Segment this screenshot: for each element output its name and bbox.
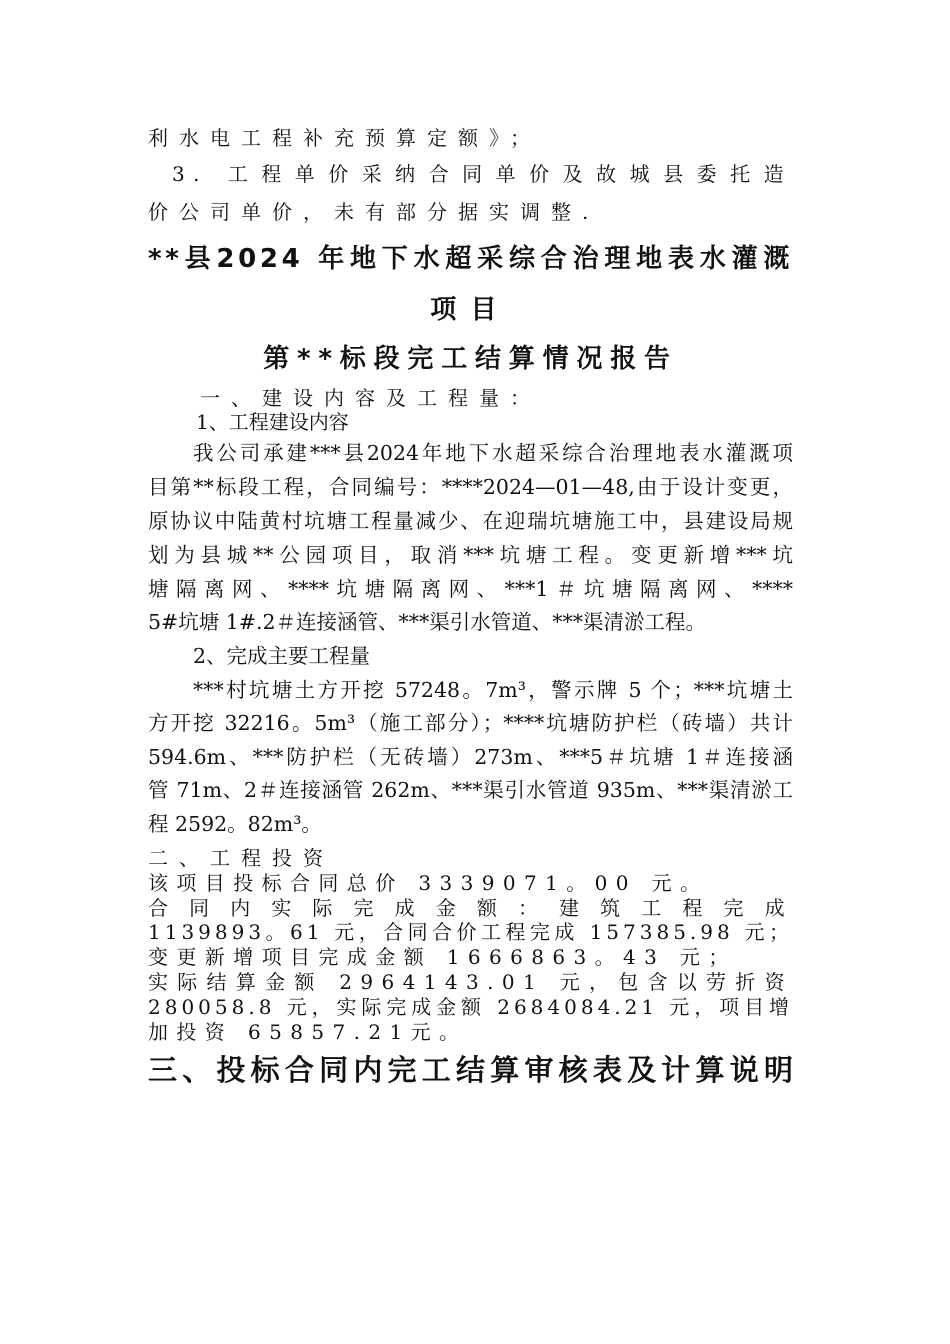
investment-line: 合同内实际完成金额：建筑工程完成: [148, 896, 793, 920]
paragraph-line: 管 71m、2＃连接涵管 262m、***渠引水管道 935m、***渠清淤工: [148, 778, 793, 802]
investment-line: 变更新增项目完成金额 1666863。43 元；: [148, 945, 737, 969]
text-line: 价公司单价，未有部分据实调整.: [148, 200, 600, 224]
report-title-line-2: 项目: [430, 295, 511, 325]
section-heading-3: 三、投标合同内完工结算审核表及计算说明: [148, 1053, 799, 1087]
paragraph-line: 方开挖 32216。5m³（施工部分）；****坑塘防护栏（砖墙）共计: [148, 711, 793, 735]
paragraph-line: 我公司承建***县2024年地下水超采综合治理地表水灌溉项: [193, 441, 793, 465]
text-line: 利水电工程补充预算定额》；: [148, 126, 541, 150]
investment-line: 加投资 65857.21元。: [148, 1020, 468, 1044]
paragraph-line: 594.6m、***防护栏（无砖墙）273m、***5＃坑塘 1＃连接涵: [148, 745, 793, 769]
text-line: 3. 工程单价采纳合同单价及故城县委托造: [172, 162, 792, 186]
paragraph-line: 划为县城**公园项目，取消***坑塘工程。变更新增***坑: [148, 543, 793, 567]
report-subtitle: 第**标段完工结算情况报告: [263, 344, 678, 374]
section-heading: 二、工程投资: [148, 846, 334, 870]
paragraph-line: 原协议中陆黄村坑塘工程量减少、在迎瑞坑塘施工中，县建设局规: [148, 509, 793, 533]
paragraph-line: 塘隔离网、****坑塘隔离网、***1＃坑塘隔离网、****: [148, 577, 793, 601]
subsection-heading: 2、完成主要工程量: [193, 644, 371, 668]
investment-line: 1139893。61 元，合同合价工程完成 157385.98 元；: [148, 920, 793, 944]
paragraph-line: ***村坑塘土方开挖 57248。7m³，警示牌 5 个；***坑塘土: [193, 678, 793, 702]
section-heading: 一、建设内容及工程量：: [200, 386, 541, 410]
paragraph-line: 程 2592。82m³。: [148, 812, 322, 836]
paragraph-line: 目第**标段工程，合同编号：****2024—01—48,由于设计变更，: [148, 475, 793, 499]
subsection-heading: 1、工程建设内容: [196, 410, 349, 434]
investment-line: 280058.8 元，实际完成金额 2684084.21 元，项目增: [148, 995, 793, 1019]
investment-line: 该项目投标合同总价 3339071。00 元。: [148, 871, 709, 895]
report-title-line-1: **县2024 年地下水超采综合治理地表水灌溉: [148, 244, 793, 274]
paragraph-line: 5#坑塘 1#.2＃连接涵管、***渠引水管道、***渠清淤工程。: [148, 610, 707, 634]
investment-line: 实际结算金额 2964143.01 元，包含以劳折资: [148, 970, 793, 994]
